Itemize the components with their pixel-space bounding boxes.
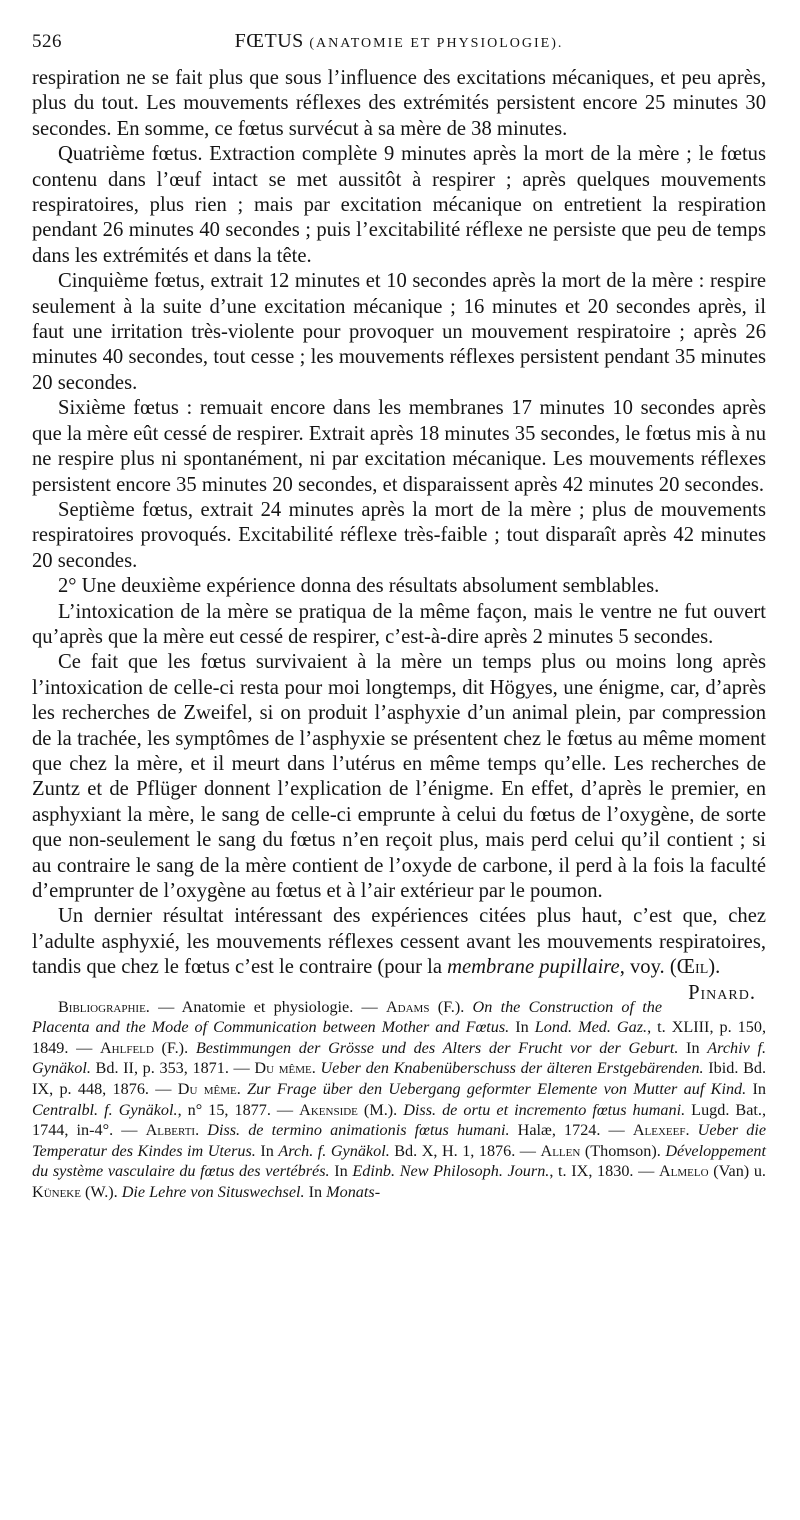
bibliography-title: Ueber die Temperatur des Kindes im Uterus. [32, 1121, 767, 1160]
bibliography-author: Alexeef. [632, 1121, 690, 1140]
bibliography-title: On the Construction of the Placenta and the Mode of Communication between Mother and Fœtus. [32, 997, 663, 1037]
bibliography-text: (F.). [153, 1038, 196, 1057]
bibliography-text: Ibid. Bd. IX, p. 448, 1876. — [32, 1059, 767, 1098]
bibliography-title: Edinb. New Philosoph. Journ. [352, 1162, 550, 1181]
closing-ref-suffix: ). [708, 956, 721, 979]
bibliography-text: In [746, 1080, 767, 1098]
bibliography-author: Allen [540, 1141, 581, 1160]
closing-text: Un dernier résultat intéressant des expériences citées plus haut, c’est que, chez l’adulte asphyxié, les mouvements réflexes cessent avant les mouvements respiratoires, tandis que chez le fœtus c’est le contraire (pour la [32, 905, 766, 979]
bibliography-text: , n° 15, 1877. — [177, 1100, 300, 1119]
bibliography-text: In [678, 1038, 708, 1057]
bibliography-text: In [509, 1018, 535, 1037]
bibliography-title: Monats- [326, 1182, 381, 1201]
bibliography-text: (M.). [357, 1100, 404, 1119]
bibliography-text: (Van) u. [708, 1162, 766, 1181]
bibliography-text: Lugd. Bat., 1744, in-4°. — [32, 1100, 766, 1140]
bibliography-text: (Thomson). [580, 1141, 666, 1160]
bibliography-author: Ahlfeld [99, 1038, 154, 1057]
bibliography-title: Zur Frage über den Uebergang geformter Elemente von Mutter auf Kind. [247, 1080, 747, 1098]
bibliography-text [690, 1121, 698, 1139]
closing-ref-prefix: , voy. ( [619, 956, 677, 979]
page-number: 526 [32, 31, 62, 52]
paragraph: Ce fait que les fœtus survivaient à la mère un temps plus ou moins long après l’intoxication de celle-ci resta pour moi longtemps, dit Högyes, une énigme, car, d’après les recherches de Zweifel, si on produit l’asphyxie d’un animal plein, par compression de la trachée, les symptômes de l’asphyxie se présentent chez le fœtus au même moment que chez la mère, et il meurt dans l’utérus en même temps qu’elle. Les recherches de Zuntz et de Pflüger donnent l’explication de l’énigme. En effet, d’après le premier, en asphyxiant la mère, le sang de celle-ci emprunte à celui du fœtus de l’oxygène, de sorte que non-seulement le sang du fœtus n’en reçoit plus, mais perd celui qu’il contient ; si au contraire le sang de la mère contient de l’oxyde de carbone, il perd à la fois la faculté d’emprunter de l’oxygène au fœtus et à l’air extérieur par le poumon. [32, 651, 766, 902]
bibliography-author: Adams [385, 997, 430, 1016]
bibliography-author: Bibliographie. [58, 997, 150, 1016]
running-title-main: FŒTUS [234, 30, 304, 52]
running-title [182, 30, 766, 53]
paragraph: Cinquième fœtus, extrait 12 minutes et 10 secondes après la mort de la mère : respire seulement à la suite d’une excitation mécanique ; 16 minutes et 20 secondes après, il faut une irritation très-violente pour provoquer un mouvement respiratoire ; après 26 minutes 40 secondes, tout cesse ; les mouvements réflexes persistent pendant 35 minutes 20 secondes. [32, 270, 766, 394]
paragraph: respiration ne se fait plus que sous l’influence des excitations mécaniques, et peu après, plus du tout. Les mouvements réflexes des extrémités persistent encore 25 minutes 30 secondes. En somme, ce fœtus survécut à sa mère de 38 minutes. [32, 67, 766, 140]
author-signature: Pinard. [688, 981, 756, 1004]
paragraph: Sixième fœtus : remuait encore dans les membranes 17 minutes 10 secondes après que la mère eût cessé de respirer. Extrait après 18 minutes 35 secondes, le fœtus mis à nu ne respire plus ni spontanément, ni par excitation mécanique. Les mouvements réflexes persistent encore 35 minutes 20 secondes, et disparaissent après 42 minutes 20 secondes. [32, 397, 766, 496]
bibliography-text: In [255, 1141, 279, 1160]
article-body [32, 66, 766, 1004]
running-header [32, 30, 766, 66]
paragraph: Septième fœtus, extrait 24 minutes après la mort de la mère ; plus de mouvements respiratoires provoqués. Excitabilité réflexe très-faible ; tout disparaît après 42 minutes 20 secondes. [32, 498, 766, 572]
bibliography-author: Du même. [177, 1080, 241, 1098]
bibliography-text: In [304, 1182, 327, 1201]
page [32, 30, 766, 1203]
running-title-subtitle: (ANATOMIE ET PHYSIOLOGIE). [309, 36, 564, 51]
bibliography-text: In [329, 1162, 353, 1181]
bibliography-title: Archiv f. Gynäkol. [32, 1038, 767, 1078]
bibliography-text: (W.). [80, 1182, 122, 1201]
bibliography-title: Lond. Med. Gaz. [534, 1018, 648, 1037]
bibliography-author: Alberti. [145, 1121, 200, 1140]
bibliography-text: , t. XLIII, p. 150, 1849. — [32, 1018, 766, 1057]
bibliography-title: Diss. de termino animationis fœtus humani. [207, 1121, 510, 1140]
bibliography-author: Du même. [254, 1059, 316, 1078]
paragraph: L’intoxication de la mère se pratiqua de la même façon, mais le ventre ne fut ouvert qu’après que la mère eut cessé de respirer, c’est-à-dire après 2 minutes 5 secondes. [32, 600, 766, 648]
bibliography-text: , t. IX, 1830. — [549, 1162, 659, 1181]
bibliography-title: Ueber den Knabenüberschuss der älteren Erstgebärenden. [320, 1059, 704, 1078]
bibliography-title: Centralbl. f. Gynäkol. [32, 1100, 178, 1119]
paragraph: 2° Une deuxième expérience donna des résultats absolument semblables. [58, 575, 660, 598]
bibliography-text: — Anatomie et physiologie. — [149, 997, 386, 1016]
bibliography-text: Bd. X, H. 1, 1876. — [389, 1141, 541, 1160]
closing-ref: Œil [676, 956, 709, 979]
bibliography-author: Akenside [299, 1100, 358, 1119]
closing-paragraph [32, 904, 766, 1004]
paragraph: Quatrième fœtus. Extraction complète 9 minutes après la mort de la mère ; le fœtus contenu dans l’œuf intact se met aussitôt à respirer ; après quelques mouvements respiratoires, plus rien ; mais par excitation mécanique on entretient la respiration pendant 26 minutes 40 secondes ; puis l’excitabilité réflexe ne persiste que peu de temps dans les extrémités et dans la tête. [32, 143, 766, 267]
bibliography-text: (F.). [429, 997, 473, 1016]
bibliography-text: Bd. II, p. 353, 1871. — [90, 1059, 255, 1078]
closing-italic: membrane pupillaire [447, 956, 620, 979]
bibliography-title: Die Lehre von Situswechsel. [121, 1182, 305, 1201]
bibliography-text: Halæ, 1724. — [509, 1121, 633, 1140]
bibliography-title: Diss. de ortu et incremento fœtus humani. [403, 1100, 686, 1119]
bibliography-title: Bestimmungen der Grösse und des Alters der Frucht vor der Geburt. [195, 1038, 679, 1057]
bibliography [32, 997, 766, 1203]
bibliography-title: Arch. f. Gynäkol. [278, 1141, 390, 1160]
bibliography-author: Almelo [658, 1162, 709, 1181]
bibliography-author: Küneke [32, 1182, 81, 1201]
bibliography-title: Développement du système vasculaire du fœtus des vertébrés. [32, 1141, 767, 1181]
